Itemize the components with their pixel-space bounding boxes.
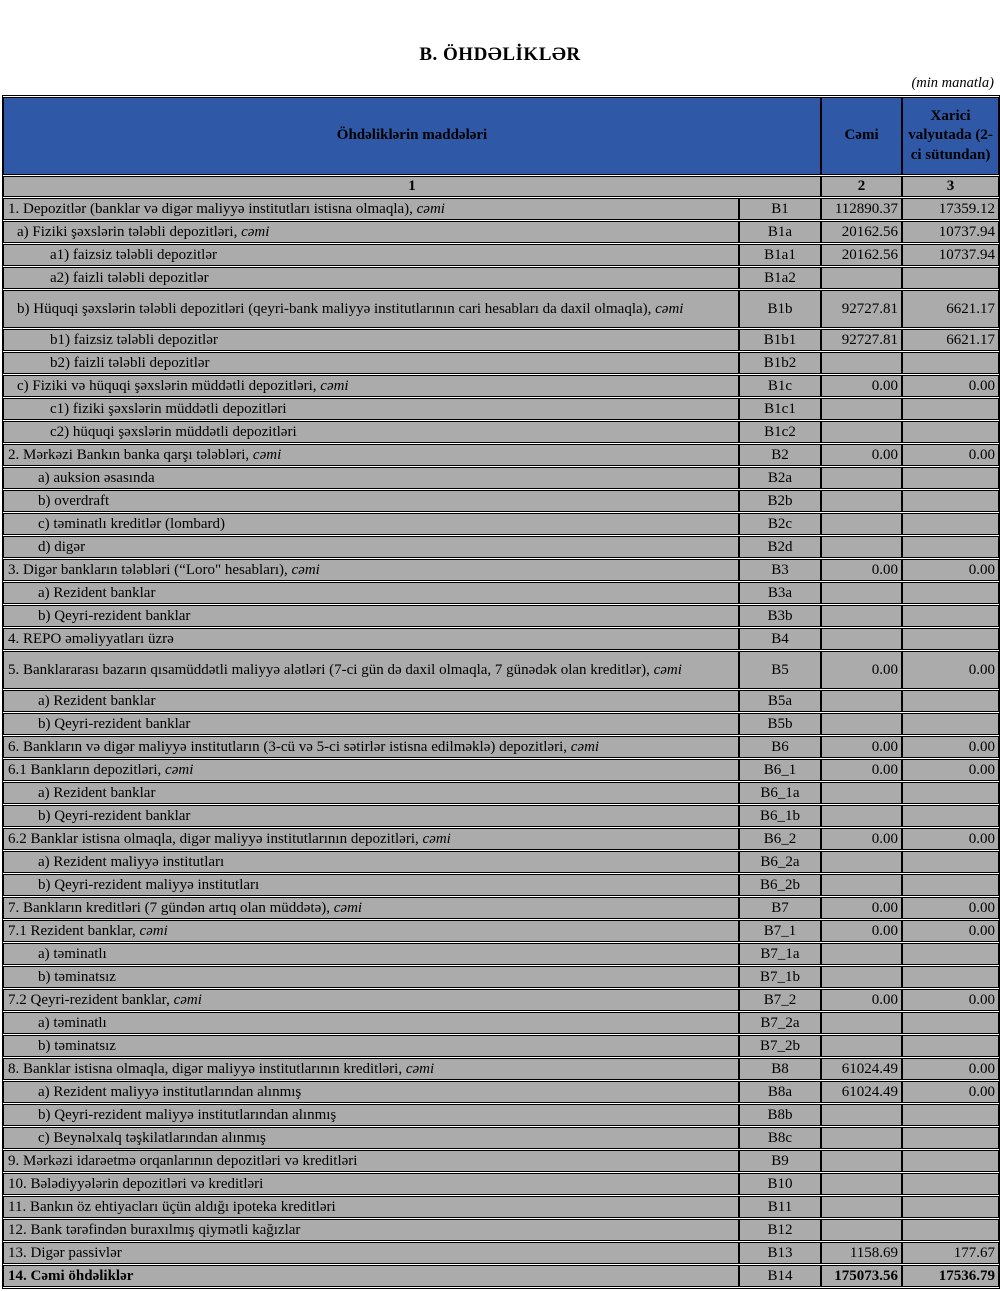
item-label: a) Rezident banklar — [3, 782, 739, 804]
item-label: b) təminatsız — [3, 966, 739, 988]
unit-note: (min manatla) — [911, 75, 994, 91]
item-label: a) Fiziki şəxslərin tələbli depozitləri, cəmi — [3, 221, 739, 243]
total-value — [821, 805, 902, 827]
foreign-currency-value: 177.67 — [902, 1242, 999, 1264]
item-label: b) Hüquqi şəxslərin tələbli depozitləri (qeyri-bank maliyyə institutlarının cari hesabları da daxil olmaqla), cəmi — [3, 290, 739, 328]
foreign-currency-value — [902, 1173, 999, 1195]
total-value — [821, 1104, 902, 1126]
table-row — [3, 989, 999, 1011]
item-label-italic-suffix: cəmi — [655, 300, 684, 317]
total-value: 61024.49 — [821, 1058, 902, 1080]
foreign-currency-value: 0.00 — [902, 651, 999, 689]
total-value — [821, 690, 902, 712]
item-code: B7 — [739, 897, 821, 919]
foreign-currency-value — [902, 398, 999, 420]
item-label: 5. Banklararası bazarın qısamüddətli maliyyə alətləri (7-ci gün də daxil olmaqla, 7 günədək olan kreditlər), cəmi — [3, 651, 739, 689]
table-row — [3, 290, 999, 328]
item-label: 6.2 Banklar istisna olmaqla, digər maliyyə institutlarının depozitləri, cəmi — [3, 828, 739, 850]
item-code: B1c — [739, 375, 821, 397]
col-number-2: 2 — [821, 176, 902, 197]
item-label-italic-suffix: cəmi — [139, 922, 168, 939]
foreign-currency-value — [902, 467, 999, 489]
col-number-3: 3 — [902, 176, 999, 197]
item-code: B13 — [739, 1242, 821, 1264]
total-value — [821, 874, 902, 896]
foreign-currency-value: 10737.94 — [902, 221, 999, 243]
total-value: 0.00 — [821, 651, 902, 689]
table-row — [3, 467, 999, 489]
item-label: a) auksion əsasında — [3, 467, 739, 489]
total-value — [821, 490, 902, 512]
table-row — [3, 1150, 999, 1172]
foreign-currency-value: 0.00 — [902, 444, 999, 466]
total-value — [821, 851, 902, 873]
table-row — [3, 1127, 999, 1149]
item-label: 10. Bələdiyyələrin depozitləri və kreditləri — [3, 1173, 739, 1195]
item-label: c1) fiziki şəxslərin müddətli depozitləri — [3, 398, 739, 420]
item-label-italic-suffix: cəmi — [416, 200, 445, 217]
table-row — [3, 1035, 999, 1057]
total-value — [821, 582, 902, 604]
item-code: B5 — [739, 651, 821, 689]
total-value: 0.00 — [821, 375, 902, 397]
item-label: b) Qeyri-rezident maliyyə institutları — [3, 874, 739, 896]
item-code: B12 — [739, 1219, 821, 1241]
foreign-currency-value — [902, 1012, 999, 1034]
table-row — [3, 1219, 999, 1241]
total-value — [821, 267, 902, 289]
item-label: 14. Cəmi öhdəliklər — [3, 1265, 739, 1287]
item-label-italic-suffix: cəmi — [422, 830, 451, 847]
item-code: B1b2 — [739, 352, 821, 374]
total-value: 61024.49 — [821, 1081, 902, 1103]
foreign-currency-value — [902, 690, 999, 712]
table-row — [3, 1265, 999, 1287]
table-row — [3, 966, 999, 988]
item-code: B1a1 — [739, 244, 821, 266]
table-row — [3, 759, 999, 781]
item-label: 4. REPO əməliyyatları üzrə — [3, 628, 739, 650]
foreign-currency-value: 0.00 — [902, 375, 999, 397]
item-label: c2) hüquqi şəxslərin müddətli depozitləri — [3, 421, 739, 443]
foreign-currency-value — [902, 782, 999, 804]
total-value: 0.00 — [821, 759, 902, 781]
table-row — [3, 828, 999, 850]
foreign-currency-value — [902, 582, 999, 604]
foreign-currency-value: 6621.17 — [902, 329, 999, 351]
item-code: B7_2b — [739, 1035, 821, 1057]
table-row — [3, 267, 999, 289]
item-code: B6_2 — [739, 828, 821, 850]
item-label: b1) faizsiz tələbli depozitlər — [3, 329, 739, 351]
foreign-currency-value: 0.00 — [902, 989, 999, 1011]
table-row — [3, 513, 999, 535]
total-value — [821, 605, 902, 627]
total-value — [821, 1035, 902, 1057]
liabilities-table — [2, 95, 1000, 1289]
table-row — [3, 1104, 999, 1126]
table-row — [3, 628, 999, 650]
total-value — [821, 966, 902, 988]
foreign-currency-value — [902, 352, 999, 374]
total-value — [821, 943, 902, 965]
foreign-currency-value — [902, 536, 999, 558]
foreign-currency-value — [902, 1196, 999, 1218]
table-row — [3, 352, 999, 374]
foreign-currency-value — [902, 874, 999, 896]
foreign-currency-value — [902, 966, 999, 988]
item-code: B3b — [739, 605, 821, 627]
item-label: b) təminatsız — [3, 1035, 739, 1057]
item-code: B7_2 — [739, 989, 821, 1011]
table-row — [3, 874, 999, 896]
foreign-currency-value — [902, 1219, 999, 1241]
total-value: 0.00 — [821, 897, 902, 919]
item-label: 13. Digər passivlər — [3, 1242, 739, 1264]
item-code: B2a — [739, 467, 821, 489]
item-code: B1c1 — [739, 398, 821, 420]
item-code: B7_1 — [739, 920, 821, 942]
total-value — [821, 1127, 902, 1149]
table-row — [3, 559, 999, 581]
table-row — [3, 920, 999, 942]
total-value: 112890.37 — [821, 198, 902, 220]
col-number-1: 1 — [3, 176, 821, 197]
total-value: 175073.56 — [821, 1265, 902, 1287]
item-label: 2. Mərkəzi Bankın banka qarşı tələbləri, cəmi — [3, 444, 739, 466]
item-code: B1b1 — [739, 329, 821, 351]
item-label: b) Qeyri-rezident banklar — [3, 805, 739, 827]
total-value — [821, 467, 902, 489]
table-row — [3, 713, 999, 735]
table-row — [3, 1081, 999, 1103]
item-label: b) overdraft — [3, 490, 739, 512]
table-row — [3, 375, 999, 397]
page-title: B. ÖHDƏLİKLƏR — [419, 44, 581, 65]
table-row — [3, 1242, 999, 1264]
total-value: 20162.56 — [821, 221, 902, 243]
table-row — [3, 536, 999, 558]
total-value — [821, 713, 902, 735]
item-code: B5a — [739, 690, 821, 712]
item-label-italic-suffix: cəmi — [405, 1060, 435, 1077]
table-row — [3, 690, 999, 712]
item-code: B2 — [739, 444, 821, 466]
item-code: B11 — [739, 1196, 821, 1218]
total-value — [821, 1196, 902, 1218]
table-row — [3, 1058, 999, 1080]
table-row — [3, 782, 999, 804]
total-value: 0.00 — [821, 736, 902, 758]
foreign-currency-value — [902, 628, 999, 650]
total-value — [821, 513, 902, 535]
total-value — [821, 352, 902, 374]
total-value — [821, 536, 902, 558]
item-label: c) təminatlı kreditlər (lombard) — [3, 513, 739, 535]
item-code: B14 — [739, 1265, 821, 1287]
header-items-column: Öhdəliklərin maddələri — [3, 97, 821, 175]
table-row — [3, 851, 999, 873]
item-code: B7_2a — [739, 1012, 821, 1034]
foreign-currency-value: 0.00 — [902, 1058, 999, 1080]
table-row — [3, 490, 999, 512]
table-row — [3, 651, 999, 689]
item-code: B5b — [739, 713, 821, 735]
item-label: d) digər — [3, 536, 739, 558]
item-code: B1c2 — [739, 421, 821, 443]
item-code: B2c — [739, 513, 821, 535]
table-row — [3, 1173, 999, 1195]
foreign-currency-value — [902, 1127, 999, 1149]
item-label: a) təminatlı — [3, 943, 739, 965]
item-label: c) Fiziki və hüquqi şəxslərin müddətli depozitləri, cəmi — [3, 375, 739, 397]
total-value — [821, 421, 902, 443]
table-row — [3, 605, 999, 627]
item-code: B6_2a — [739, 851, 821, 873]
item-code: B3 — [739, 559, 821, 581]
item-code: B8b — [739, 1104, 821, 1126]
item-label: a1) faizsiz tələbli depozitlər — [3, 244, 739, 266]
item-label: a) Rezident maliyyə institutlarından alınmış — [3, 1081, 739, 1103]
item-label: 7.1 Rezident banklar, cəmi — [3, 920, 739, 942]
foreign-currency-value: 6621.17 — [902, 290, 999, 328]
total-value: 20162.56 — [821, 244, 902, 266]
foreign-currency-value — [902, 605, 999, 627]
item-label: 6.1 Bankların depozitləri, cəmi — [3, 759, 739, 781]
total-value: 0.00 — [821, 920, 902, 942]
item-label: 6. Bankların və digər maliyyə institutların (3-cü və 5-ci sətirlər istisna edilməklə) depozitləri, cəmi — [3, 736, 739, 758]
item-code: B8c — [739, 1127, 821, 1149]
column-number-row — [3, 176, 999, 197]
item-code: B1a2 — [739, 267, 821, 289]
foreign-currency-value — [902, 1104, 999, 1126]
total-value — [821, 628, 902, 650]
foreign-currency-value: 0.00 — [902, 1081, 999, 1103]
item-label: a) Rezident banklar — [3, 582, 739, 604]
table-row — [3, 582, 999, 604]
total-value: 0.00 — [821, 989, 902, 1011]
item-code: B8a — [739, 1081, 821, 1103]
item-label: 1. Depozitlər (banklar və digər maliyyə institutları istisna olmaqla), cəmi — [3, 198, 739, 220]
item-label-italic-suffix: cəmi — [653, 661, 682, 678]
foreign-currency-value — [902, 713, 999, 735]
foreign-currency-value: 17359.12 — [902, 198, 999, 220]
total-value — [821, 782, 902, 804]
total-value: 1158.69 — [821, 1242, 902, 1264]
item-code: B1b — [739, 290, 821, 328]
total-value — [821, 1219, 902, 1241]
foreign-currency-value: 0.00 — [902, 559, 999, 581]
item-label-italic-suffix: cəmi — [173, 991, 202, 1008]
item-label: a) Rezident banklar — [3, 690, 739, 712]
foreign-currency-value: 10737.94 — [902, 244, 999, 266]
item-code: B3a — [739, 582, 821, 604]
foreign-currency-value: 0.00 — [902, 920, 999, 942]
foreign-currency-value — [902, 851, 999, 873]
item-label: 11. Bankın öz ehtiyacları üçün aldığı ipoteka kreditləri — [3, 1196, 739, 1218]
item-code: B6 — [739, 736, 821, 758]
foreign-currency-value — [902, 267, 999, 289]
foreign-currency-value — [902, 1035, 999, 1057]
foreign-currency-value: 0.00 — [902, 828, 999, 850]
total-value: 0.00 — [821, 444, 902, 466]
header-total-column: Cəmi — [821, 97, 902, 175]
item-label: b) Qeyri-rezident banklar — [3, 713, 739, 735]
table-row — [3, 1196, 999, 1218]
foreign-currency-value: 0.00 — [902, 759, 999, 781]
total-value — [821, 1173, 902, 1195]
table-body — [3, 198, 999, 1287]
table-row — [3, 244, 999, 266]
table-row — [3, 444, 999, 466]
item-label: 8. Banklar istisna olmaqla, digər maliyyə institutlarının kreditləri, cəmi — [3, 1058, 739, 1080]
foreign-currency-value — [902, 943, 999, 965]
table-row — [3, 805, 999, 827]
item-label: 7. Bankların kreditləri (7 gündən artıq olan müddətə), cəmi — [3, 897, 739, 919]
item-code: B6_1a — [739, 782, 821, 804]
total-value — [821, 1150, 902, 1172]
table-row — [3, 398, 999, 420]
item-label: 12. Bank tərəfindən buraxılmış qiymətli kağızlar — [3, 1219, 739, 1241]
foreign-currency-value — [902, 513, 999, 535]
foreign-currency-value: 0.00 — [902, 736, 999, 758]
table-row — [3, 897, 999, 919]
item-label-italic-suffix: cəmi — [252, 446, 282, 463]
item-label: a) Rezident maliyyə institutları — [3, 851, 739, 873]
item-code: B1a — [739, 221, 821, 243]
item-code: B7_1b — [739, 966, 821, 988]
item-label: a) təminatlı — [3, 1012, 739, 1034]
table-row — [3, 736, 999, 758]
table-row — [3, 198, 999, 220]
total-value — [821, 1012, 902, 1034]
item-label: b) Qeyri-rezident banklar — [3, 605, 739, 627]
header-foreign-column: Xarici valyutada (2-ci sütundan) — [902, 97, 999, 175]
item-code: B1 — [739, 198, 821, 220]
table-row — [3, 943, 999, 965]
item-code: B2b — [739, 490, 821, 512]
item-label: a2) faizli tələbli depozitlər — [3, 267, 739, 289]
item-code: B8 — [739, 1058, 821, 1080]
item-label: 9. Mərkəzi idarəetmə orqanlarının depozitləri və kreditləri — [3, 1150, 739, 1172]
total-value: 0.00 — [821, 559, 902, 581]
total-value: 0.00 — [821, 828, 902, 850]
item-label: b2) faizli tələbli depozitlər — [3, 352, 739, 374]
item-code: B6_1b — [739, 805, 821, 827]
foreign-currency-value — [902, 490, 999, 512]
table-row — [3, 221, 999, 243]
table-header-row — [3, 97, 999, 175]
total-value: 92727.81 — [821, 290, 902, 328]
item-code: B7_1a — [739, 943, 821, 965]
item-code: B9 — [739, 1150, 821, 1172]
item-label-italic-suffix: cəmi — [165, 761, 194, 778]
item-label: c) Beynəlxalq təşkilatlarından alınmış — [3, 1127, 739, 1149]
item-code: B2d — [739, 536, 821, 558]
foreign-currency-value: 0.00 — [902, 897, 999, 919]
table-row — [3, 421, 999, 443]
item-label: 3. Digər bankların tələbləri (“Loro" hesabları), cəmi — [3, 559, 739, 581]
item-code: B4 — [739, 628, 821, 650]
total-value — [821, 398, 902, 420]
item-code: B10 — [739, 1173, 821, 1195]
total-value: 92727.81 — [821, 329, 902, 351]
foreign-currency-value — [902, 805, 999, 827]
item-label-italic-suffix: cəmi — [241, 223, 270, 240]
item-code: B6_1 — [739, 759, 821, 781]
item-label: 7.2 Qeyri-rezident banklar, cəmi — [3, 989, 739, 1011]
foreign-currency-value: 17536.79 — [902, 1265, 999, 1287]
item-label-italic-suffix: cəmi — [570, 738, 600, 755]
foreign-currency-value — [902, 1150, 999, 1172]
item-label: b) Qeyri-rezident maliyyə institutlarından alınmış — [3, 1104, 739, 1126]
table-row — [3, 1012, 999, 1034]
item-code: B6_2b — [739, 874, 821, 896]
item-label-italic-suffix: cəmi — [291, 561, 320, 578]
item-label-italic-suffix: cəmi — [333, 899, 363, 916]
table-row — [3, 329, 999, 351]
foreign-currency-value — [902, 421, 999, 443]
item-label-italic-suffix: cəmi — [320, 377, 349, 394]
